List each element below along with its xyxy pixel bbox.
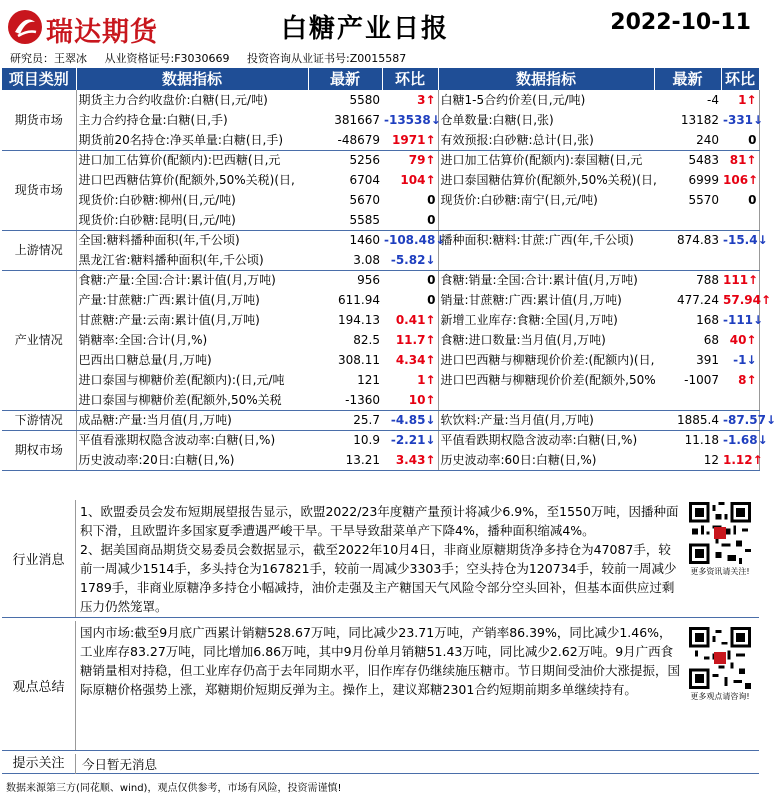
change-value-cell: 1971↑ xyxy=(382,130,438,150)
indicator-name-cell: 食糖:销量:全国:合计:累计值(月,万吨) xyxy=(440,273,638,288)
change-value-cell: 1.12↑ xyxy=(721,450,759,470)
latest-value-cell: -4 xyxy=(707,93,719,107)
indicator-name-cell: 平值看涨期权隐含波动率:白糖(日,%) xyxy=(78,433,276,448)
latest-value-cell: 240 xyxy=(654,130,721,150)
latest-value-cell: 121 xyxy=(357,373,380,387)
latest-value-cell: 13182 xyxy=(680,113,719,127)
latest-value-cell: 194.13 xyxy=(338,313,380,327)
change-value-cell: 0 xyxy=(382,190,438,210)
header-change: 环比 xyxy=(382,68,438,90)
category-cell: 产业情况 xyxy=(2,270,76,410)
change-value-cell: 11.7↑ xyxy=(382,330,438,350)
company-logo xyxy=(6,4,156,48)
indicator-name-cell: 现货价:白砂糖:柳州(日,元/吨) xyxy=(78,193,236,207)
change-value-cell: 8↑ xyxy=(721,370,759,390)
latest-value-cell: 5585 xyxy=(308,210,382,230)
change-value-cell: 0 xyxy=(382,210,438,230)
change-value-cell: 1↑ xyxy=(382,370,438,390)
qr-code-icon xyxy=(689,627,751,689)
indicator-name-cell: 现货价:白砂糖:昆明(日,元/吨) xyxy=(76,210,308,230)
latest-value-cell: 1885.4 xyxy=(654,410,721,430)
author-info xyxy=(10,50,420,66)
latest-value-cell: 11.18 xyxy=(684,433,719,448)
latest-value-cell: 611.94 xyxy=(338,293,380,307)
indicator-name-cell: 甘蔗糖:产量:云南:累计值(月,万吨) xyxy=(78,313,260,327)
indicator-name-cell: 食糖:产量:全国:合计:累计值(月,万吨) xyxy=(78,273,276,288)
indicator-name-cell: 全国:糖料播种面积(年,千公顷) xyxy=(78,233,240,248)
indicator-name-cell: 仓单数量:白糖(日,张) xyxy=(440,113,554,127)
indicator-name-cell: 黑龙江省:糖料播种面积(年,千公顷) xyxy=(76,250,308,270)
view-category-label: 观点总结 xyxy=(2,621,76,750)
latest-value-cell: 391 xyxy=(696,353,719,367)
latest-value-cell: 956 xyxy=(357,273,380,288)
latest-value-cell: 68 xyxy=(703,333,719,347)
indicator-name-cell: 播种面积:糖料:甘蔗:广西(年,千公顷) xyxy=(440,233,634,248)
hint-text: 今日暂无消息 xyxy=(82,757,158,772)
report-header xyxy=(0,0,761,66)
latest-value-cell: 5570 xyxy=(688,193,719,207)
table-row xyxy=(2,350,759,370)
consult-number: 投资咨询从业证书号:Z0015587 xyxy=(247,52,407,65)
latest-value-cell: 788 xyxy=(696,273,719,288)
change-value-cell: 0 xyxy=(382,270,438,290)
header-latest-right: 最新 xyxy=(654,68,721,90)
table-row xyxy=(2,310,759,330)
change-value-cell: -5.82↓ xyxy=(382,250,438,270)
hint-category-label: 提示关注 xyxy=(2,754,76,774)
news-text: 1、欧盟委员会发布短期展望报告显示，欧盟2022/23年度糖产量预计将减少6.9%，至1550万吨，因播种面积下滑，且欧盟许多国家夏季遭遇严峻干旱。干旱导致甜菜单产下降4%，播种面积缩减4%。 2、据美国商品期货交易委员会数据显示，截至2022年10月4日，非商业原糖期货净多持仓为47087手，较前一周减少1514手，多头持仓为167821手，较前一周减少3303手；空头持仓为120734手，较前一周减少1789手，非商业原糖净多持仓小幅减持，油价走强及主产糖国天气风险令部分空头回补，但基本面供应过剩压力仍然笼罩。 xyxy=(80,504,679,614)
latest-value-cell: 381667 xyxy=(334,113,380,127)
category-cell: 期权市场 xyxy=(2,430,76,470)
indicator-name-cell: 进口巴西糖估算价(配额外,50%关税)(日, xyxy=(78,173,295,187)
change-value-cell: -1↓ xyxy=(721,350,759,370)
header-category: 项目类别 xyxy=(2,68,76,90)
indicator-name-cell: 巴西出口糖总量(月,万吨) xyxy=(78,353,212,367)
latest-value-cell: 10.9 xyxy=(353,433,380,448)
latest-value-cell: 82.5 xyxy=(353,333,380,347)
indicator-name-cell: 期货主力合约收盘价:白糖(日,元/吨) xyxy=(78,93,268,107)
indicator-name-cell: 期货前20名持仓:净买单量:白糖(日,手) xyxy=(76,130,308,150)
indicator-name-cell: 产量:甘蔗糖:广西:累计值(月,万吨) xyxy=(78,293,260,307)
author-name: 研究员：王翠冰 xyxy=(10,52,87,65)
change-value-cell: -111↓ xyxy=(721,310,759,330)
change-value-cell: -87.57↓ xyxy=(721,410,759,430)
header-latest: 最新 xyxy=(308,68,382,90)
latest-value-cell: 5670 xyxy=(349,193,380,207)
page-title: 白糖产业日报 xyxy=(280,14,449,44)
indicator-name-cell: 新增工业库存:食糖:全国(月,万吨) xyxy=(440,313,618,327)
qr-code-icon xyxy=(689,502,751,564)
table-row xyxy=(2,250,759,270)
change-value-cell: 81↑ xyxy=(721,150,759,170)
view-qr xyxy=(687,627,753,702)
latest-value-cell xyxy=(654,250,721,270)
change-value-cell: 40↑ xyxy=(721,330,759,350)
latest-value-cell: 5580 xyxy=(349,93,380,107)
latest-value-cell: -48679 xyxy=(308,130,382,150)
table-row xyxy=(2,170,759,190)
view-text: 国内市场:截至9月底广西累计销糖528.67万吨，同比减少23.71万吨，产销率86.39%，同比减少1.46%，工业库存83.27万吨，同比增加6.86万吨，其中9月份单月销糖51.43万吨，同比减少2.62万吨。9月广西食糖销量相对持稳，但工业库存仍高于去年同期水平，旧作库存仍继续施压糖市。节日期间受油价大涨提振，国际原糖价格强势上涨，郑糖期价短期反弹为主。操作上，建议郑糖2301合约短期前期多单继续持有。 xyxy=(80,625,681,697)
change-value-cell: 79↑ xyxy=(382,150,438,170)
table-row xyxy=(2,130,759,150)
change-value-cell xyxy=(721,210,759,230)
news-qr-caption: 更多资讯请关注! xyxy=(690,567,750,576)
latest-value-cell: 25.7 xyxy=(308,410,382,430)
indicator-name-cell: 进口泰国糖估算价(配额外,50%关税)(日, xyxy=(440,173,657,187)
change-value-cell: -13538↓ xyxy=(382,110,438,130)
indicator-name-cell: 平值看跌期权隐含波动率:白糖(日,%) xyxy=(440,433,638,448)
indicator-name-cell: 食糖:进口数量:当月值(月,万吨) xyxy=(440,333,606,347)
change-value-cell: 106↑ xyxy=(721,170,759,190)
change-value-cell xyxy=(721,390,759,410)
latest-value-cell: 5256 xyxy=(349,153,380,168)
latest-value-cell: 477.24 xyxy=(677,293,719,307)
indicator-name-cell: 历史波动率:20日:白糖(日,%) xyxy=(76,450,308,470)
change-value-cell: 0.41↑ xyxy=(382,310,438,330)
change-value-cell: 57.94↑ xyxy=(721,290,759,310)
change-value-cell: -2.21↓ xyxy=(382,430,438,450)
report-date: 2022-10-11 xyxy=(610,10,751,35)
change-value-cell: 1↑ xyxy=(721,90,759,110)
indicator-name-cell: 有效预报:白砂糖:总计(日,张) xyxy=(438,130,654,150)
table-row xyxy=(2,210,759,230)
latest-value-cell: 3.08 xyxy=(308,250,382,270)
change-value-cell: 10↑ xyxy=(382,390,438,410)
table-row xyxy=(2,390,759,410)
latest-value-cell: -1360 xyxy=(308,390,382,410)
indicator-name-cell: 进口泰国与柳糖价差(配额内):(日,元/吨 xyxy=(78,373,285,387)
change-value-cell: -108.48↓ xyxy=(382,230,438,250)
latest-value-cell: 1460 xyxy=(349,233,380,248)
change-value-cell: 3.43↑ xyxy=(382,450,438,470)
change-value-cell: 111↑ xyxy=(721,270,759,290)
change-value-cell: 104↑ xyxy=(382,170,438,190)
industry-news-section xyxy=(2,500,759,618)
latest-value-cell: 6704 xyxy=(349,173,380,187)
latest-value-cell: 168 xyxy=(696,313,719,327)
latest-value-cell: 874.83 xyxy=(677,233,719,248)
change-value-cell: 0 xyxy=(382,290,438,310)
indicator-name-cell: 进口巴西糖与柳糖现价价差:(配额内)(日, xyxy=(440,353,655,367)
table-row xyxy=(2,330,759,350)
logo-icon xyxy=(6,8,44,46)
indicator-name-cell: 成品糖:产量:当月值(月,万吨) xyxy=(76,410,308,430)
view-qr-caption: 更多观点请咨询! xyxy=(690,692,750,701)
change-value-cell: -4.85↓ xyxy=(382,410,438,430)
news-category-label: 行业消息 xyxy=(2,500,76,617)
table-body xyxy=(2,90,776,470)
latest-value-cell: 6999 xyxy=(688,173,719,187)
view-summary-section xyxy=(2,621,759,751)
header-indicator: 数据指标 xyxy=(76,68,308,90)
indicator-name-cell: 进口巴西糖与柳糖现价价差(配额外,50% xyxy=(440,373,656,387)
category-cell: 下游情况 xyxy=(2,410,76,430)
table-row xyxy=(2,290,759,310)
change-value-cell xyxy=(721,250,759,270)
category-cell: 现货市场 xyxy=(2,150,76,230)
table-row xyxy=(2,230,759,250)
change-value-cell: 0 xyxy=(721,130,759,150)
indicator-name-cell: 白糖1-5合约价差(日,元/吨) xyxy=(440,93,586,107)
data-table xyxy=(2,68,776,471)
indicator-name-cell: 主力合约持仓量:白糖(日,手) xyxy=(78,113,228,127)
header-indicator-right: 数据指标 xyxy=(438,68,654,90)
table-header-row xyxy=(2,68,759,90)
indicator-name-cell xyxy=(438,390,654,410)
latest-value-cell: 13.21 xyxy=(308,450,382,470)
change-value-cell: 0 xyxy=(721,190,759,210)
table-row xyxy=(2,270,759,290)
indicator-name-cell: 现货价:白砂糖:南宁(日,元/吨) xyxy=(440,193,598,207)
latest-value-cell: 12 xyxy=(654,450,721,470)
indicator-name-cell: 历史波动率:60日:白糖(日,%) xyxy=(438,450,654,470)
table-row xyxy=(2,190,759,210)
indicator-name-cell: 销量:甘蔗糖:广西:累计值(月,万吨) xyxy=(440,293,622,307)
indicator-name-cell: 销糖率:全国:合计(月,%) xyxy=(78,333,208,347)
indicator-name-cell xyxy=(438,210,654,230)
indicator-name-cell: 进口泰国与柳糖价差(配额外,50%关税 xyxy=(76,390,308,410)
table-row xyxy=(2,430,759,450)
change-value-cell: -331↓ xyxy=(721,110,759,130)
change-value-cell: -15.4↓ xyxy=(721,230,759,250)
table-row xyxy=(2,110,759,130)
indicator-name-cell xyxy=(438,250,654,270)
latest-value-cell: 5483 xyxy=(688,153,719,168)
header-change-right: 环比 xyxy=(721,68,759,90)
category-cell: 上游情况 xyxy=(2,230,76,270)
table-row xyxy=(2,410,759,430)
change-value-cell: -1.68↓ xyxy=(721,430,759,450)
table-row xyxy=(2,370,759,390)
category-cell: 期货市场 xyxy=(2,90,76,150)
table-row xyxy=(2,90,759,110)
indicator-name-cell: 进口加工估算价(配额内):巴西糖(日,元 xyxy=(78,153,281,168)
latest-value-cell: -1007 xyxy=(684,373,719,387)
latest-value-cell: 308.11 xyxy=(338,353,380,367)
latest-value-cell xyxy=(654,390,721,410)
change-value-cell: 4.34↑ xyxy=(382,350,438,370)
table-row xyxy=(2,150,759,170)
logo-text: 瑞达期货 xyxy=(46,17,158,48)
change-value-cell: 3↑ xyxy=(382,90,438,110)
qualification-number: 从业资格证号:F3030669 xyxy=(104,52,230,65)
indicator-name-cell: 进口加工估算价(配额内):泰国糖(日,元 xyxy=(440,153,643,168)
indicator-name-cell: 软饮料:产量:当月值(月,万吨) xyxy=(438,410,654,430)
news-qr xyxy=(687,502,753,577)
table-row xyxy=(2,450,759,470)
hint-section xyxy=(2,754,759,774)
latest-value-cell xyxy=(654,210,721,230)
footer-disclaimer: 数据来源第三方(同花顺、wind)，观点仅供参考，市场有风险，投资需谨慎! xyxy=(6,783,342,794)
